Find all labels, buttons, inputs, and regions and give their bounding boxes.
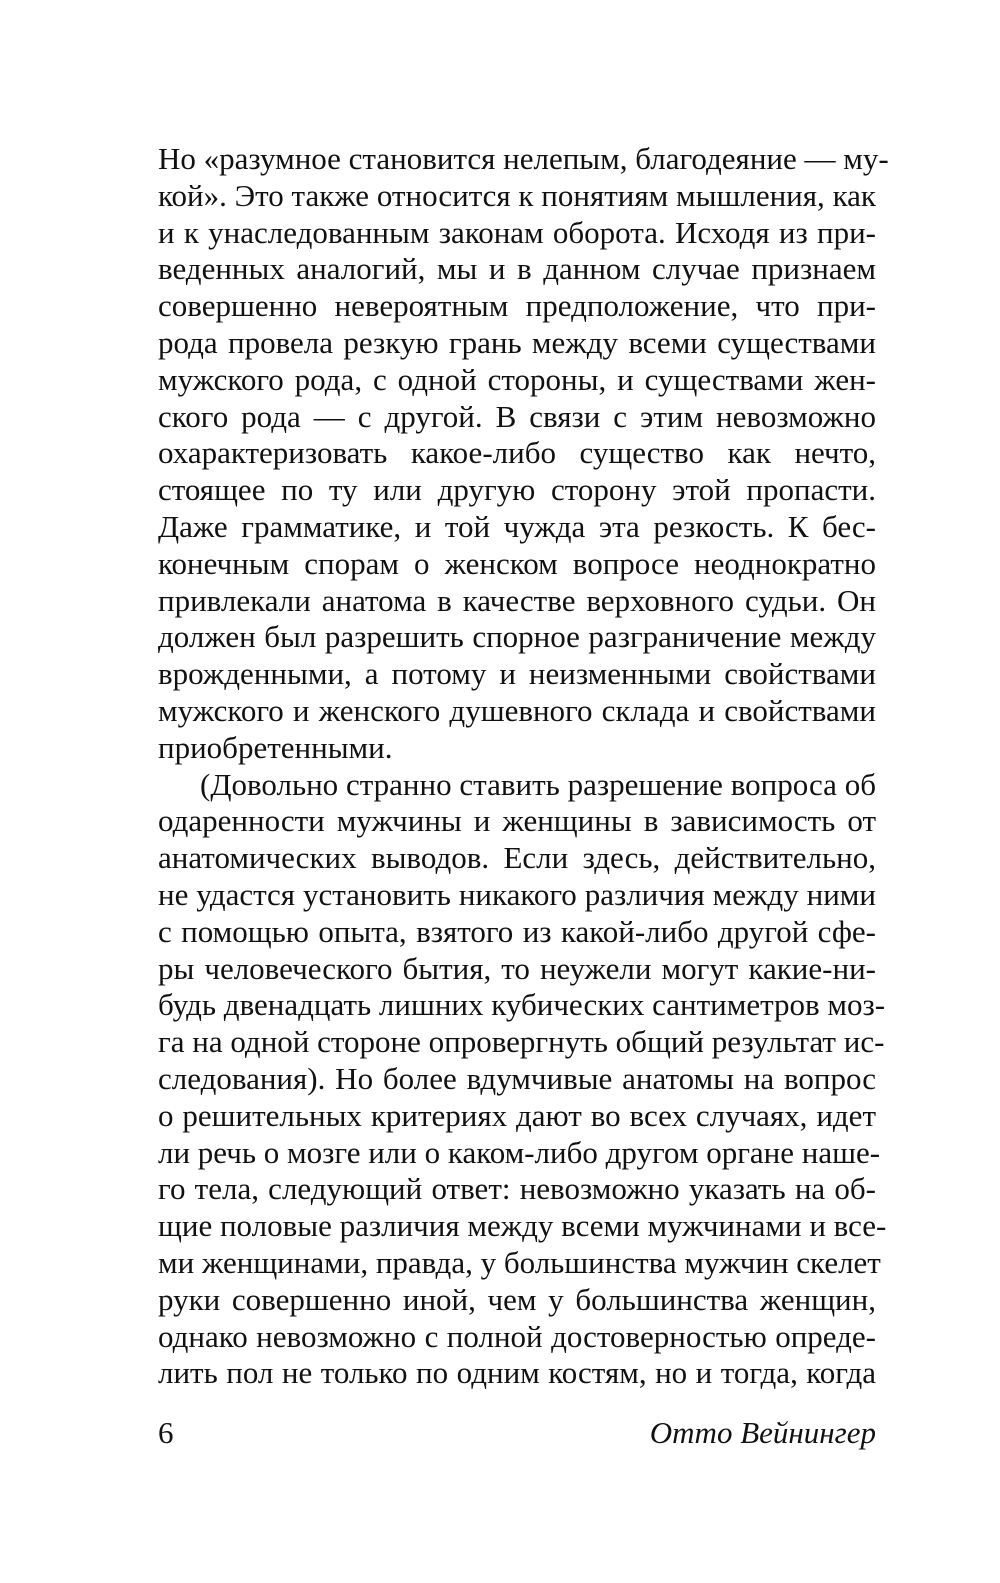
text-line: одаренности мужчины и женщины в зависимость от <box>158 803 876 839</box>
text-line: щие половые различия между всеми мужчинами и все- <box>158 1208 887 1244</box>
text-line: врожденными, а потому и неизменными свойствами <box>158 656 876 692</box>
text-line: кой». Это также относится к понятиям мышления, как <box>158 177 876 213</box>
text-line: охарактеризовать какое-либо существо как нечто, <box>158 435 876 471</box>
text-line: мужского и женского душевного склада и свойствами <box>158 692 876 728</box>
text-line: рода провела резкую грань между всеми существами <box>158 324 876 360</box>
text-line: должен был разрешить спорное разграничение между <box>158 619 876 655</box>
text-line: не удастся установить никакого различия между ними <box>158 876 876 912</box>
text-line: однако невозможно с полной достоверностью опреде- <box>158 1318 876 1354</box>
text-line: будь двенадцать лишних кубических сантиметров моз- <box>158 987 886 1023</box>
text-line: веденных аналогий, мы и в данном случае признаем <box>158 251 876 287</box>
text-line: приобретенными. <box>158 729 393 765</box>
text-line: Но «разумное становится нелепым, благодеяние — му- <box>158 141 889 176</box>
text-line: ли речь о мозге или о каком-либо другом органе наше- <box>158 1134 881 1170</box>
text-line: га на одной стороне опровергнуть общий результат ис- <box>158 1024 885 1060</box>
text-line: о решительных критериях дают во всех случаях, идет <box>158 1097 876 1133</box>
text-line: и к унаследованным законам оборота. Исходя из при- <box>158 214 876 250</box>
text-line: анатомических выводов. Если здесь, действительно, <box>158 840 876 876</box>
text-line: привлекали анатома в качестве верховного судьи. Он <box>158 582 876 618</box>
text-line: го тела, следующий ответ: невозможно указать на об- <box>158 1171 876 1207</box>
text-line: мужского рода, с одной стороны, и существами жен- <box>158 361 876 397</box>
text-line: стоящее по ту или другую сторону этой пропасти. <box>158 472 876 508</box>
text-line: ры человеческого бытия, то неужели могут какие-ни- <box>158 950 876 986</box>
text-line: ми женщинами, правда, у большинства мужчин скелет <box>158 1244 881 1280</box>
running-title: Отто Вейнингер <box>649 1415 876 1450</box>
body-text <box>158 141 889 1392</box>
text-line: ского рода — с другой. В связи с этим невозможно <box>158 398 876 434</box>
text-line: руки совершенно иной, чем у большинства женщин, <box>158 1281 876 1317</box>
text-line: лить пол не только по одним костям, но и тогда, когда <box>158 1355 876 1391</box>
page-number: 6 <box>158 1415 174 1450</box>
text-line: конечным спорам о женском вопросе неоднократно <box>158 545 876 581</box>
text-line: Даже грамматике, и той чужда эта резкость. К бес- <box>158 508 876 544</box>
text-line: совершенно невероятным предположение, что при- <box>158 288 876 324</box>
page-footer <box>158 1413 876 1453</box>
text-line-paragraph-start: (Довольно странно ставить разрешение вопроса об <box>200 766 876 802</box>
text-line: с помощью опыта, взятого из какой-либо другой сфе- <box>158 913 876 949</box>
text-line: следования). Но более вдумчивые анатомы на вопрос <box>158 1060 876 1096</box>
